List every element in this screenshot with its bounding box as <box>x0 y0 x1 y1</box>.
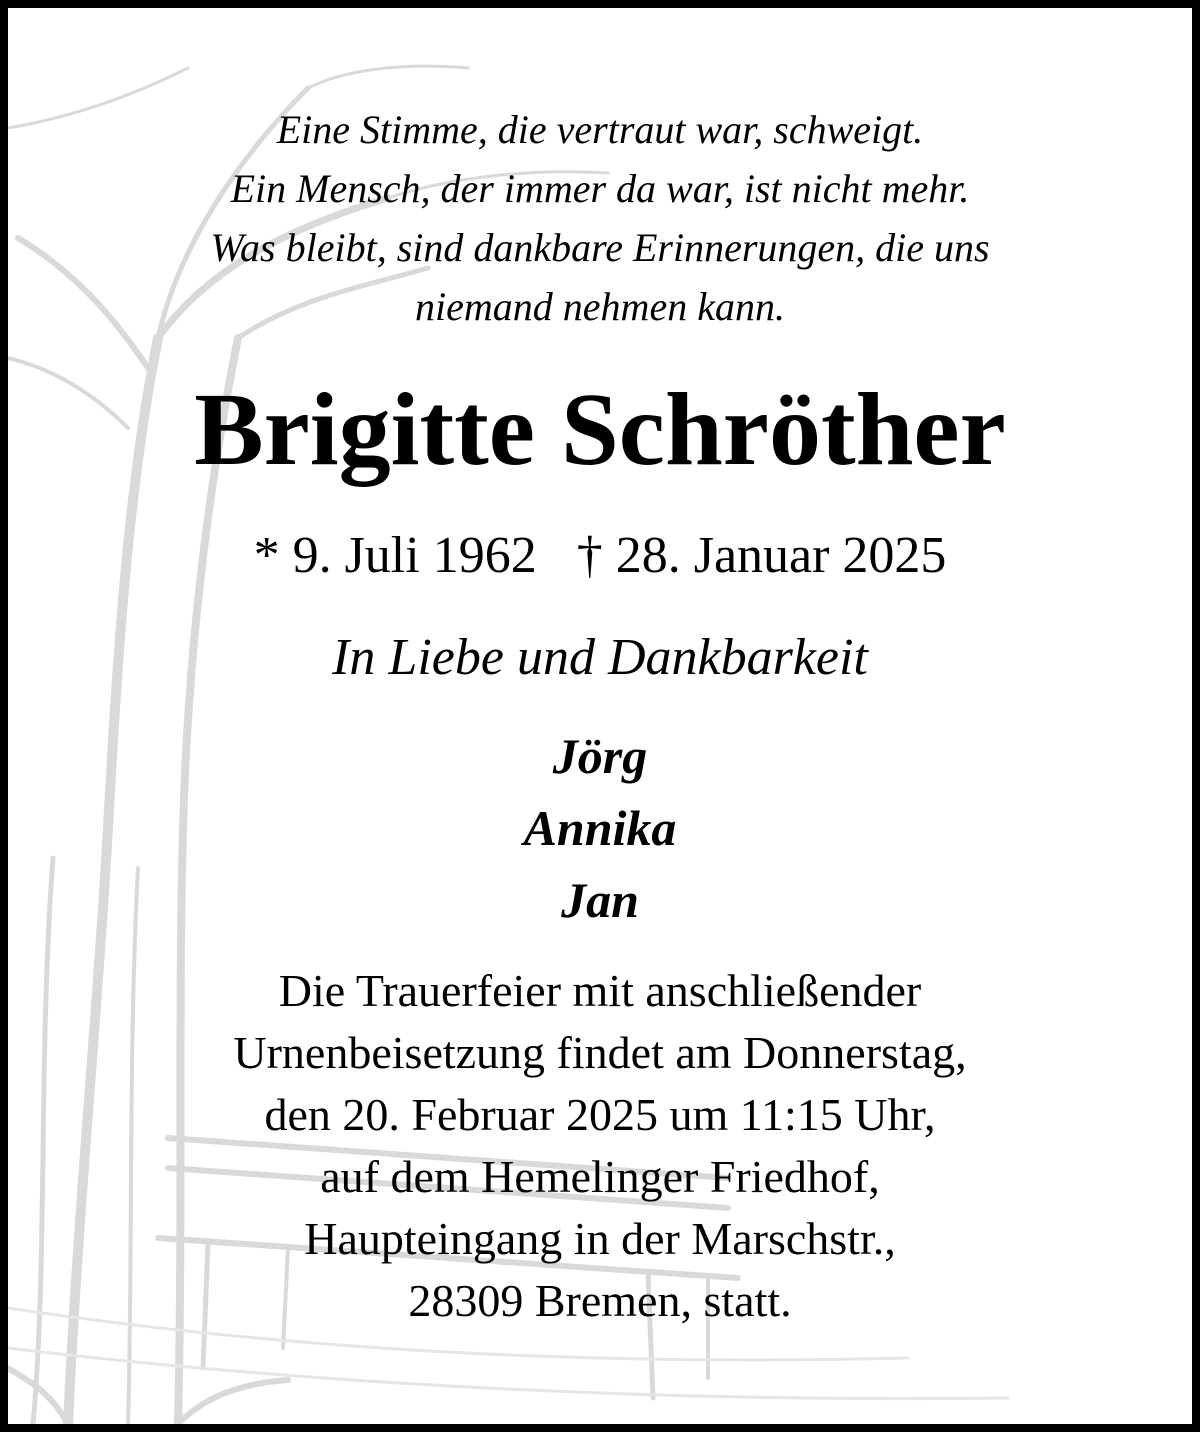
dedication-line: In Liebe und Dankbarkeit <box>332 629 868 686</box>
service-line: Die Trauerfeier mit anschließender <box>278 965 922 1016</box>
verse-line: Ein Mensch, der immer da war, ist nicht mehr. <box>230 166 970 211</box>
service-line: Haupteingang in der Marschstr., <box>304 1213 896 1264</box>
mourner-name: Jörg <box>552 728 648 784</box>
service-line: den 20. Februar 2025 um 11:15 Uhr, <box>264 1089 936 1140</box>
death-date: † 28. Januar 2025 <box>576 527 947 584</box>
mourner-name: Annika <box>523 800 677 856</box>
life-dates <box>8 524 1192 588</box>
funeral-service-info <box>8 960 1192 1332</box>
verse-line: niemand nehmen kann. <box>415 284 785 329</box>
memorial-verse <box>8 100 1192 336</box>
service-line: 28309 Bremen, statt. <box>408 1275 792 1326</box>
verse-line: Was bleibt, sind dankbare Erinnerungen, die uns <box>210 225 990 270</box>
mourners-list <box>8 720 1192 936</box>
verse-line: Eine Stimme, die vertraut war, schweigt. <box>276 107 924 152</box>
mourner-name: Jan <box>561 872 639 928</box>
deceased-name: Brigitte Schröther <box>194 372 1006 487</box>
service-line: Urnenbeisetzung findet am Donnerstag, <box>233 1027 967 1078</box>
birth-date: * 9. Juli 1962 <box>253 527 537 584</box>
service-line: auf dem Hemelinger Friedhof, <box>320 1151 880 1202</box>
